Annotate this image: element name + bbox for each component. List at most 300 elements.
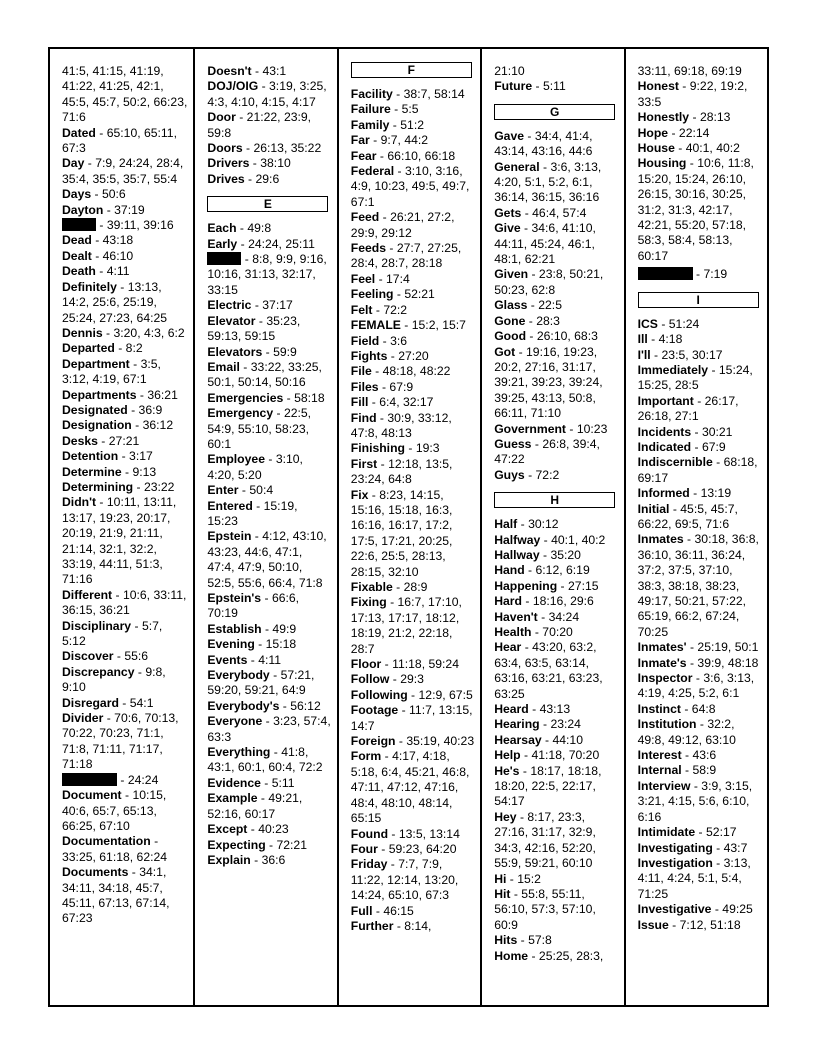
index-entry: Important - 26:17, 26:18, 27:1 <box>637 393 739 424</box>
index-term: Hits <box>494 933 518 948</box>
page-line-references: 10:11, 13:11, 13:17, 19:23, 20:17, 20:19, 21:9, 21:11, 21:14, 32:1, 32:2, 33:19, 44:11, 51:3, 71:16 <box>62 495 177 587</box>
page-line-references: 12:9, 67:5 <box>418 687 473 702</box>
index-term: Email <box>207 359 240 374</box>
index-entry: Each - 49:8 <box>207 221 272 236</box>
index-entry: Further - 8:14, <box>350 918 432 933</box>
index-entry: Events - 4:11 <box>207 652 282 667</box>
index-entry: Determine - 9:13 <box>62 464 157 479</box>
page-line-references: 43:18 <box>102 233 134 248</box>
index-entry: Enter - 50:4 <box>207 483 274 498</box>
page-line-references: 5:11 <box>271 775 295 790</box>
page-line-references: 66:10, 66:18 <box>387 148 456 163</box>
index-term: Important <box>637 393 694 408</box>
index-term: Help <box>494 748 521 763</box>
index-term: FEMALE <box>350 318 401 333</box>
index-entry: Initial - 45:5, 45:7, 66:22, 69:5, 71:6 <box>637 501 738 531</box>
index-term: I'll <box>637 347 651 362</box>
page-line-references: 27:21 <box>108 433 140 448</box>
index-entry: Discrepancy - 9:8, 9:10 <box>62 664 166 695</box>
page-line-references: 70:20 <box>542 625 573 639</box>
page-line-references: 34:6, 41:10, 44:11, 45:24, 46:1, 48:1, 62:21 <box>494 221 596 267</box>
index-term: Fights <box>350 348 388 363</box>
index-term: Everybody's <box>207 698 280 713</box>
index-entry: Documentation - 33:25, 61:18, 62:24 <box>62 834 168 864</box>
index-entry <box>62 64 187 126</box>
index-term: Divider <box>62 711 104 726</box>
page-line-references: 67:9 <box>389 379 414 394</box>
index-term: Hearing <box>494 717 540 732</box>
index-entry: Housing - 10:6, 11:8, 15:20, 15:24, 26:10, 26:15, 30:16, 30:25, 31:2, 31:3, 42:17, 42:21, 55:20, 57:18, 58:3, 58:4, 58:13, 60:17 <box>637 156 754 263</box>
index-entry: Everything - 41:8, 43:1, 60:1, 60:4, 72:2 <box>207 745 323 775</box>
page-line-references: 36:12 <box>142 418 174 433</box>
page-line-references: 40:23 <box>258 822 289 837</box>
page-line-references: 4:11 <box>258 652 282 667</box>
index-term: Hit <box>494 886 511 901</box>
page-line-references: 30:12 <box>528 517 559 532</box>
index-entry: Found - 13:5, 13:14 <box>350 826 460 841</box>
index-entry: - 7:19 <box>638 267 761 282</box>
page-line-references: 40:1, 40:2 <box>685 141 740 156</box>
index-entry: Future - 5:11 <box>494 79 566 94</box>
index-entry: Investigation - 3:13, 4:11, 4:24, 5:1, 5:4, 71:25 <box>637 855 751 901</box>
page-line-references: 51:2 <box>400 117 424 132</box>
index-entry: Hallway - 35:20 <box>494 547 581 562</box>
index-term: Detention <box>62 449 119 464</box>
page-line-references: 33:22, 33:25, 50:1, 50:14, 50:16 <box>207 359 322 390</box>
index-term: Day <box>62 156 85 171</box>
index-term: Determining <box>62 479 134 494</box>
index-entry: Hits - 57:8 <box>494 933 552 948</box>
index-term: Found <box>350 826 389 841</box>
redaction-block <box>62 773 117 786</box>
page-line-references: 6:12, 6:19 <box>535 563 590 578</box>
page-line-references: 5:7, 5:12 <box>62 618 163 649</box>
index-term: Investigating <box>637 840 713 855</box>
index-entry: Hand - 6:12, 6:19 <box>494 563 590 578</box>
index-entry: General - 3:6, 3:13, 4:20, 5:1, 5:2, 6:1, 36:14, 36:15, 36:16 <box>494 159 602 205</box>
index-term: Determine <box>62 464 122 479</box>
page-line-references: 28:9 <box>403 580 428 594</box>
index-column <box>624 49 767 1005</box>
index-entry: Fixing - 16:7, 17:10, 17:13, 17:17, 18:12, 18:19, 21:2, 22:18, 28:7 <box>350 595 462 656</box>
page-line-references: 22:5 <box>538 298 562 313</box>
page-line-references: 8:23, 14:15, 15:16, 15:18, 16:3, 16:16, 16:17, 17:2, 17:5, 17:21, 20:25, 22:6, 25:5, 28:13, 28:15, 32:10 <box>350 487 453 579</box>
page-line-references: 65:10, 65:11, 67:3 <box>62 125 177 156</box>
page-line-references: 13:5, 13:14 <box>398 826 460 841</box>
index-entry: ICS - 51:24 <box>637 316 700 331</box>
index-term: Different <box>62 587 113 602</box>
page-line-references: 72:2 <box>383 302 408 317</box>
page-line-references: 13:13, 14:2, 25:6, 25:19, 25:24, 27:23, 64:25 <box>62 279 168 325</box>
index-entry: FEMALE - 15:2, 15:7 <box>350 318 466 333</box>
page-line-references: 13:19 <box>700 486 732 501</box>
index-column <box>50 49 193 1005</box>
index-term: Enter <box>207 483 239 498</box>
index-entry: Designated - 36:9 <box>62 402 163 417</box>
index-term: Elevator <box>207 313 256 328</box>
index-entry: Designation - 36:12 <box>62 418 174 433</box>
index-term: Indiscernible <box>637 455 713 470</box>
index-entry: Departments - 36:21 <box>62 387 178 402</box>
index-entry: Family - 51:2 <box>350 117 424 132</box>
index-term: Employee <box>207 452 265 467</box>
index-entry: Honest - 9:22, 19:2, 33:5 <box>637 79 748 109</box>
index-term: Failure <box>350 102 391 117</box>
index-entry: Institution - 32:2, 49:8, 49:12, 63:10 <box>637 717 736 747</box>
page-line-references: 15:2, 15:7 <box>411 318 466 333</box>
index-entry: Death - 4:11 <box>62 264 130 279</box>
index-term: Floor <box>350 657 382 672</box>
index-term: Facility <box>350 87 393 101</box>
index-entry: Full - 46:15 <box>350 903 414 918</box>
page-line-references: 38:10 <box>260 156 291 171</box>
index-term: File <box>350 364 372 379</box>
index-term: Dead <box>62 233 92 248</box>
index-term: Departments <box>62 387 137 402</box>
index-entry: Investigative - 49:25 <box>637 902 753 917</box>
page-line-references: 15:18 <box>265 637 297 652</box>
index-term: Departed <box>62 341 115 356</box>
index-term: Explain <box>207 852 251 867</box>
index-entry: Investigating - 43:7 <box>637 840 748 855</box>
page-line-references: 48:18, 48:22 <box>382 364 451 379</box>
page-line-references: 3:6, 3:13, 4:20, 5:1, 5:2, 6:1, 36:14, 36:15, 36:16 <box>494 159 602 205</box>
index-entry: Dead - 43:18 <box>62 233 134 248</box>
index-entry: Indiscernible - 68:18, 69:17 <box>637 455 758 485</box>
index-term: Elevators <box>207 344 263 359</box>
page-line-references: 41:18, 70:20 <box>531 748 600 763</box>
index-term: Fixable <box>350 580 393 594</box>
index-term: Far <box>350 133 370 148</box>
index-entry: Employee - 3:10, 4:20, 5:20 <box>207 452 303 482</box>
page-line-references: 37:19 <box>114 202 145 217</box>
index-term: Documents <box>62 865 129 880</box>
page-line-references: 44:10 <box>552 732 583 747</box>
page-line-references: 21:10 <box>494 64 525 78</box>
page-line-references: 23:24 <box>550 717 581 732</box>
index-term: Immediately <box>637 362 709 377</box>
index-entry: Heard - 43:13 <box>494 702 571 717</box>
index-entry: Entered - 15:19, 15:23 <box>207 498 298 528</box>
index-entry: Didn't - 10:11, 13:11, 13:17, 19:23, 20:17, 20:19, 21:9, 21:11, 21:14, 32:1, 32:2, 33:19, 44:11, 51:3, 71:16 <box>62 495 177 587</box>
index-entry: Everyone - 3:23, 57:4, 63:3 <box>207 714 331 744</box>
index-term: Incidents <box>637 424 692 439</box>
index-term: Everyone <box>207 714 263 729</box>
index-entry: Guess - 26:8, 39:4, 47:22 <box>494 436 600 467</box>
section-letter-heading: E <box>207 196 328 212</box>
page-line-references: 10:6, 11:8, 15:20, 15:24, 26:10, 26:15, 30:16, 30:25, 31:2, 31:3, 42:17, 42:21, 55:20, 57:18, 58:3, 58:4, 58:13, 60:17 <box>637 156 754 263</box>
page-line-references: 23:8, 50:21, 50:23, 62:8 <box>494 267 604 297</box>
index-term: Emergency <box>207 406 274 421</box>
index-entry: Elevators - 59:9 <box>207 344 297 359</box>
page-line-references: 3:17 <box>129 449 153 464</box>
index-term: Death <box>62 264 96 279</box>
index-entry: Dated - 65:10, 65:11, 67:3 <box>62 125 177 156</box>
index-entry: Detention - 3:17 <box>62 449 153 464</box>
index-term: Designated <box>62 402 128 417</box>
page-line-references: 33:11, 69:18, 69:19 <box>637 64 742 78</box>
index-column <box>337 49 480 1005</box>
index-term: Epstein <box>207 529 252 544</box>
index-entry: Fixable - 28:9 <box>350 580 428 594</box>
page-line-references: 43:20, 63:2, 63:4, 63:5, 63:14, 63:16, 63:21, 63:23, 63:25 <box>494 640 603 701</box>
page-line-references: 36:6 <box>261 852 286 867</box>
index-term: Got <box>494 344 516 359</box>
index-entry: Inspector - 3:6, 3:13, 4:19, 4:25, 5:2, 6:1 <box>637 671 755 701</box>
page-line-references: 12:18, 13:5, 23:24, 64:8 <box>350 456 453 487</box>
index-term: Except <box>207 822 248 837</box>
index-entry: Establish - 49:9 <box>207 621 297 636</box>
page-line-references: 21:22, 23:9, 59:8 <box>207 110 312 140</box>
page-line-references: 3:5, 3:12, 4:19, 67:1 <box>62 356 161 387</box>
index-entry: Hard - 18:16, 29:6 <box>494 594 594 609</box>
index-entry: Field - 3:6 <box>350 333 408 348</box>
index-column <box>193 49 336 1005</box>
page-line-references: 36:9 <box>138 402 163 417</box>
page-line-references: 50:4 <box>249 483 274 498</box>
index-entry: Drivers - 38:10 <box>207 156 291 171</box>
page-line-references: 32:2, 49:8, 49:12, 63:10 <box>637 717 736 747</box>
index-term: Desks <box>62 433 98 448</box>
index-term: Everything <box>207 745 271 760</box>
index-entry: Dayton - 37:19 <box>62 202 145 217</box>
index-entry <box>638 64 761 79</box>
index-term: Expecting <box>207 837 266 852</box>
index-entry: Gets - 46:4, 57:4 <box>494 205 587 220</box>
index-term: Feeds <box>350 241 387 256</box>
redaction-block <box>207 252 241 265</box>
index-entry: Interest - 43:6 <box>637 748 717 763</box>
page-line-references: 19:16, 19:23, 20:2, 27:16, 31:17, 39:21, 39:23, 39:24, 39:25, 43:13, 50:8, 66:11, 71:10 <box>494 344 603 421</box>
page-line-references: 26:17, 26:18, 27:1 <box>637 393 739 424</box>
page-line-references: 22:5, 54:9, 55:10, 58:23, 60:1 <box>207 406 312 451</box>
page-line-references: 58:9 <box>692 763 717 778</box>
index-term: Department <box>62 356 130 371</box>
index-term: Hard <box>494 594 522 609</box>
index-column <box>480 49 623 1005</box>
index-entry: Failure - 5:5 <box>350 102 419 117</box>
page-line-references: 8:2 <box>125 341 143 356</box>
page-line-references: 8:14, <box>404 918 432 933</box>
page-line-references: 7:12, 51:18 <box>679 917 741 932</box>
index-entry: Floor - 11:18, 59:24 <box>350 657 459 672</box>
page-line-references: 55:6 <box>124 649 149 664</box>
index-term: Hallway <box>494 547 540 562</box>
index-term: Hand <box>494 563 525 578</box>
index-entry: Elevator - 35:23, 59:13, 59:15 <box>207 313 301 344</box>
index-entry: Fill - 6:4, 32:17 <box>350 395 434 410</box>
index-term: Family <box>350 117 390 132</box>
page-line-references: 18:16, 29:6 <box>532 594 594 609</box>
section-letter-heading: G <box>494 104 615 120</box>
index-term: Gave <box>494 128 525 143</box>
index-term: Guys <box>494 467 525 482</box>
page-line-references: 34:4, 41:4, 43:14, 43:16, 44:6 <box>494 128 593 159</box>
index-entry: Honestly - 28:13 <box>637 110 731 125</box>
page-line-references: 7:19 <box>703 267 728 282</box>
index-entry: Follow - 29:3 <box>350 672 424 687</box>
index-entry: Feeds - 27:7, 27:25, 28:4, 28:7, 28:18 <box>350 241 462 271</box>
index-entry: Different - 10:6, 33:11, 36:15, 36:21 <box>62 587 187 618</box>
index-entry: House - 40:1, 40:2 <box>637 141 740 156</box>
index-entry: Fear - 66:10, 66:18 <box>350 148 456 163</box>
index-entry: Fights - 27:20 <box>350 348 429 363</box>
page-line-references: 70:6, 70:13, 70:22, 70:23, 71:1, 71:8, 71:11, 71:17, 71:18 <box>62 711 179 772</box>
index-entry: Email - 33:22, 33:25, 50:1, 50:14, 50:16 <box>207 359 322 390</box>
index-term: He's <box>494 763 520 778</box>
index-term: Haven't <box>494 609 538 624</box>
index-entry: Evidence - 5:11 <box>207 775 295 790</box>
index-entry: Discover - 55:6 <box>62 649 149 664</box>
index-term: Entered <box>207 498 253 513</box>
index-term: Drivers <box>207 156 250 171</box>
index-term: Instinct <box>637 701 681 716</box>
index-entry: Disciplinary - 5:7, 5:12 <box>62 618 163 649</box>
page-line-references: 24:24 <box>127 772 159 787</box>
index-entry: Four - 59:23, 64:20 <box>350 841 457 856</box>
page-line-references: 19:3 <box>415 441 440 456</box>
page-line-references: 8:8, 9:9, 9:16, 10:16, 31:13, 32:17, 33:15 <box>207 252 327 297</box>
index-entry: Health - 70:20 <box>494 625 573 639</box>
page-line-references: 54:1 <box>129 695 154 710</box>
index-term: Honestly <box>637 110 690 125</box>
index-term: Future <box>494 79 533 94</box>
section-letter-heading: H <box>494 492 615 508</box>
index-entry: Incidents - 30:21 <box>637 424 733 439</box>
index-term: Files <box>350 379 379 394</box>
page-line-references: 33:25, 61:18, 62:24 <box>62 849 168 864</box>
page-line-references: 43:6 <box>692 748 717 763</box>
index-term: Epstein's <box>207 591 262 605</box>
index-term: Definitely <box>62 279 117 294</box>
index-entry: Form - 4:17, 4:18, 5:18, 6:4, 45:21, 46:8, 47:11, 47:12, 47:16, 48:4, 48:10, 48:14, 65:15 <box>350 749 470 826</box>
index-entry: Department - 3:5, 3:12, 4:19, 67:1 <box>62 356 161 387</box>
page-line-references: 29:3 <box>400 672 424 687</box>
section-letter-heading: F <box>351 62 472 78</box>
index-term: General <box>494 159 540 174</box>
index-term: Inspector <box>637 671 693 686</box>
index-entry: Hey - 8:17, 23:3, 27:16, 31:17, 32:9, 34:3, 42:16, 52:20, 55:9, 59:21, 60:10 <box>494 809 596 871</box>
page-line-references: 49:21, 52:16, 60:17 <box>207 791 303 821</box>
index-term: Glass <box>494 298 528 313</box>
index-term: Give <box>494 221 521 236</box>
index-term: Events <box>207 652 248 667</box>
index-term: Drives <box>207 171 245 186</box>
page-line-references: 25:19, 50:1 <box>697 640 759 655</box>
page-line-references: 23:5, 30:17 <box>661 347 723 362</box>
page-line-references: 27:7, 27:25, 28:4, 28:7, 28:18 <box>350 241 462 271</box>
index-term: Given <box>494 267 529 282</box>
index-entry: Doesn't - 43:1 <box>207 64 287 78</box>
index-term: Ill <box>637 332 648 347</box>
index-entry: Happening - 27:15 <box>494 578 599 593</box>
page-line-references: 3:10, 3:16, 4:9, 10:23, 49:5, 49:7, 67:1 <box>350 164 470 209</box>
page-line-references: 11:18, 59:24 <box>392 657 459 672</box>
index-term: Feel <box>350 271 376 286</box>
page-line-references: 34:24 <box>548 609 580 624</box>
index-entry: Give - 34:6, 41:10, 44:11, 45:24, 46:1, 48:1, 62:21 <box>494 221 596 267</box>
index-entry: Hit - 55:8, 55:11, 56:10, 57:3, 57:10, 60:9 <box>494 886 596 932</box>
page-line-references: 4:17, 4:18, 5:18, 6:4, 45:21, 46:8, 47:11, 47:12, 47:16, 48:4, 48:10, 48:14, 65:15 <box>350 749 470 826</box>
index-entry: Everybody - 57:21, 59:20, 59:21, 64:9 <box>207 668 315 698</box>
index-term: Foreign <box>350 734 396 749</box>
redaction-block <box>62 218 96 231</box>
index-term: Designation <box>62 418 132 433</box>
page-line-references: 7:9, 24:24, 28:4, 35:4, 35:5, 35:7, 55:4 <box>62 156 184 186</box>
index-entry: Gave - 34:4, 41:4, 43:14, 43:16, 44:6 <box>494 128 593 159</box>
index-term: Hear <box>494 640 522 655</box>
index-entry: Explain - 36:6 <box>207 852 286 867</box>
index-entry: Government - 10:23 <box>494 421 608 436</box>
index-term: Further <box>350 918 394 933</box>
index-term: Following <box>350 687 408 702</box>
index-entry: Document - 10:15, 40:6, 65:7, 65:13, 66:25, 67:10 <box>62 788 167 833</box>
index-term: House <box>637 141 675 156</box>
page-line-references: 39:9, 48:18 <box>697 655 759 670</box>
index-entry: Emergency - 22:5, 54:9, 55:10, 58:23, 60:1 <box>207 406 312 451</box>
index-term: Intimidate <box>637 825 696 840</box>
index-entry: Drives - 29:6 <box>207 171 280 186</box>
page-line-references: 72:2 <box>535 467 560 482</box>
page-line-references: 49:8 <box>247 221 272 236</box>
index-entry: Evening - 15:18 <box>207 637 297 652</box>
index-entry: Indicated - 67:9 <box>637 439 726 454</box>
index-term: Hey <box>494 809 517 824</box>
index-entry: Interview - 3:9, 3:15, 3:21, 4:15, 5:6, 6:10, 6:16 <box>637 778 753 824</box>
page-line-references: 24:24, 25:11 <box>248 236 315 251</box>
index-entry: Facility - 38:7, 58:14 <box>350 87 465 101</box>
page-line-references: 41:5, 41:15, 41:19, 41:22, 41:25, 42:1, 45:5, 45:7, 50:2, 66:23, 71:6 <box>62 64 188 125</box>
index-entry: Haven't - 34:24 <box>494 609 580 624</box>
page-line-references: 28:3 <box>536 313 560 328</box>
index-term: Doors <box>207 141 243 156</box>
index-entry: Doors - 26:13, 35:22 <box>207 141 322 156</box>
index-term: Fix <box>350 487 369 502</box>
index-entry: Hi - 15:2 <box>494 871 541 886</box>
index-entry: Find - 30:9, 33:12, 47:8, 48:13 <box>350 410 452 440</box>
page-line-references: 3:20, 4:3, 6:2 <box>113 325 185 340</box>
index-term: Honest <box>637 79 679 94</box>
page-line-references: 52:17 <box>706 825 737 840</box>
page-line-references: 51:24 <box>668 316 700 331</box>
index-entry: Epstein - 4:12, 43:10, 43:23, 44:6, 47:1, 47:4, 47:9, 50:10, 52:5, 55:6, 66:4, 71:8 <box>207 529 327 590</box>
index-entry: Determining - 23:22 <box>62 479 175 494</box>
page-line-references: 34:1, 34:11, 34:18, 45:7, 45:11, 67:13, 67:14, 67:23 <box>62 865 170 926</box>
page-line-references: 29:6 <box>255 171 280 186</box>
index-entry: First - 12:18, 13:5, 23:24, 64:8 <box>350 456 453 487</box>
page-line-references: 41:8, 43:1, 60:1, 60:4, 72:2 <box>207 745 323 775</box>
index-entry: Door - 21:22, 23:9, 59:8 <box>207 110 312 140</box>
index-term: Informed <box>637 486 690 501</box>
page-line-references: 10:6, 33:11, 36:15, 36:21 <box>62 587 187 618</box>
page-line-references: 6:4, 32:17 <box>379 395 434 410</box>
index-term: Dennis <box>62 325 103 340</box>
page-line-references: 9:13 <box>132 464 157 479</box>
index-term: Everybody <box>207 668 270 683</box>
page-line-references: 38:7, 58:14 <box>403 87 465 101</box>
index-term: Feed <box>350 210 380 225</box>
index-term: Find <box>350 410 377 425</box>
index-term: Footage <box>350 703 399 718</box>
page-line-references: 26:8, 39:4, 47:22 <box>494 436 600 467</box>
page-line-references: 22:14 <box>678 125 710 140</box>
index-entry: Divider - 70:6, 70:13, 70:22, 70:23, 71:1, 71:8, 71:11, 71:17, 71:18 <box>62 711 179 772</box>
index-term: DOJ/OIG <box>207 79 259 94</box>
index-entry: Electric - 37:17 <box>207 298 293 313</box>
index-term: Inmates' <box>637 640 687 655</box>
page-line-references: 15:19, 15:23 <box>207 498 298 528</box>
index-entry: Feel - 17:4 <box>350 271 410 286</box>
